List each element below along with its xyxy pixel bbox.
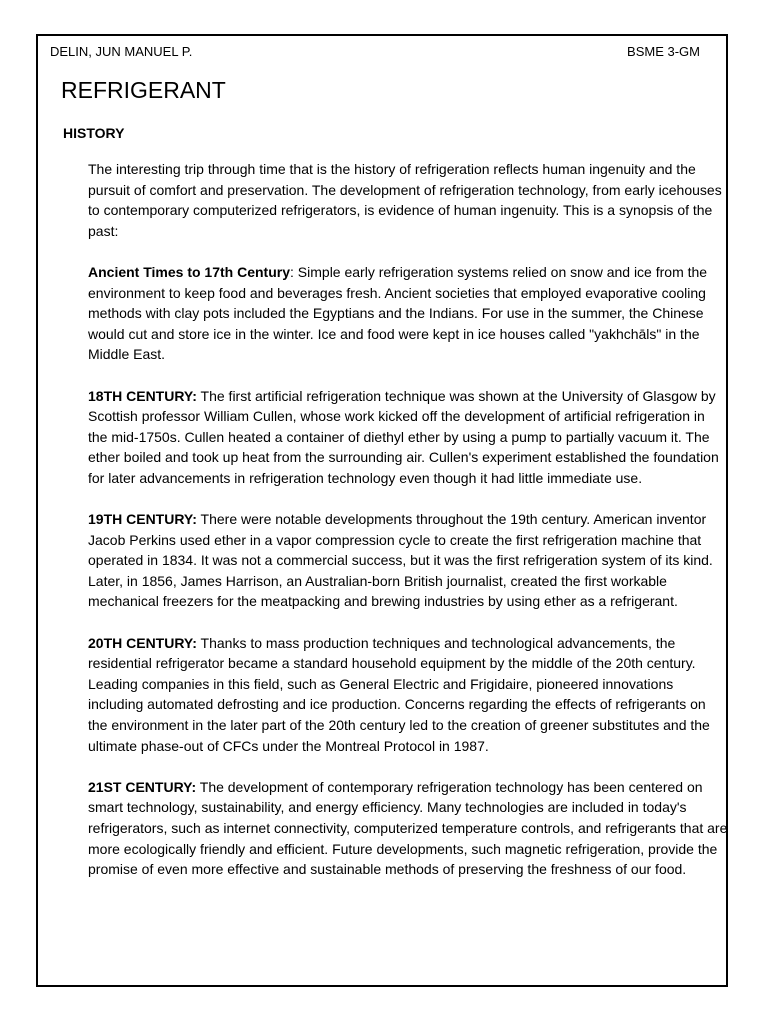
period-text: Thanks to mass production techniques and technological advancements, the residential refrigerator became a standard household equipment by the middle of the 20th century. Leading companies in this field, such as General Electric and Frigidaire, pioneered innovations including automated defrosting and ice production. Concerns regarding the effects of refrigerants on the environment in the later part of the 20th century led to the creation of greener substitutes and the ultimate phase-out of CFCs under the Montreal Protocol in 1987. — [88, 634, 710, 754]
section-heading-history: HISTORY — [63, 125, 125, 141]
intro-paragraph: The interesting trip through time that is the history of refrigeration reflects human ingenuity and the pursuit of comfort and preservation. The development of refrigeration technology, from early icehouses to contemporary computerized refrigerators, is evidence of human ingenuity. This is a synopsis of the past: — [88, 161, 722, 239]
period-paragraph-19th — [88, 509, 728, 612]
period-paragraph-ancient — [88, 262, 728, 365]
period-text: There were notable developments throughout the 19th century. American inventor Jacob Perkins used ether in a vapor compression cycle to create the first refrigeration machine that operated in 1834. It was not a commercial success, but it was the first refrigeration system of its kind. Later, in 1856, James Harrison, an Australian-born British journalist, created the first workable mechanical freezers for the meatpacking and brewing industries by using ether as a refrigerant. — [88, 511, 713, 610]
period-label: 20TH CENTURY: — [88, 634, 197, 651]
period-text: : Simple early refrigeration systems relied on snow and ice from the environment to keep food and beverages fresh. Ancient societies that employed evaporative cooling methods with clay pots included the Egyptians and the Indians. For use in the summer, the Chinese would cut and store ice in the winter. Ice and food were kept in ice houses called "yakhchāls" in the Middle East. — [88, 263, 708, 363]
course-section: BSME 3-GM — [627, 44, 700, 59]
period-label: 19TH CENTURY: — [88, 511, 197, 528]
history-body — [88, 159, 728, 900]
document-title: REFRIGERANT — [61, 77, 226, 103]
period-paragraph-21st — [88, 777, 728, 880]
period-paragraph-18th — [88, 386, 728, 489]
period-label: 18TH CENTURY: — [88, 387, 197, 404]
author-name: DELIN, JUN MANUEL P. — [50, 44, 193, 59]
period-paragraph-20th — [88, 633, 728, 757]
period-text: The development of contemporary refrigeration technology has been centered on smart technology, sustainability, and energy efficiency. Many technologies are included in today's refrigerators, such as internet connectivity, computerized temperature controls, and refrigerants that are more ecologically friendly and efficient. Future developments, such magnetic refrigeration, provide the promise of even more effective and sustainable methods of preserving the freshness of our food. — [88, 778, 728, 878]
period-text: The first artificial refrigeration technique was shown at the University of Glasgow by Scottish professor William Cullen, whose work kicked off the development of artificial refrigeration in the mid-1750s. Cullen heated a container of diethyl ether by using a pump to partially vacuum it. The ether boiled and took up heat from the surrounding air. Cullen's experiment established the foundation for later advancements in refrigeration technology even though it had little immediate use. — [88, 387, 719, 486]
period-label: Ancient Times to 17th Century — [88, 263, 291, 280]
period-label: 21ST CENTURY: — [88, 778, 197, 795]
